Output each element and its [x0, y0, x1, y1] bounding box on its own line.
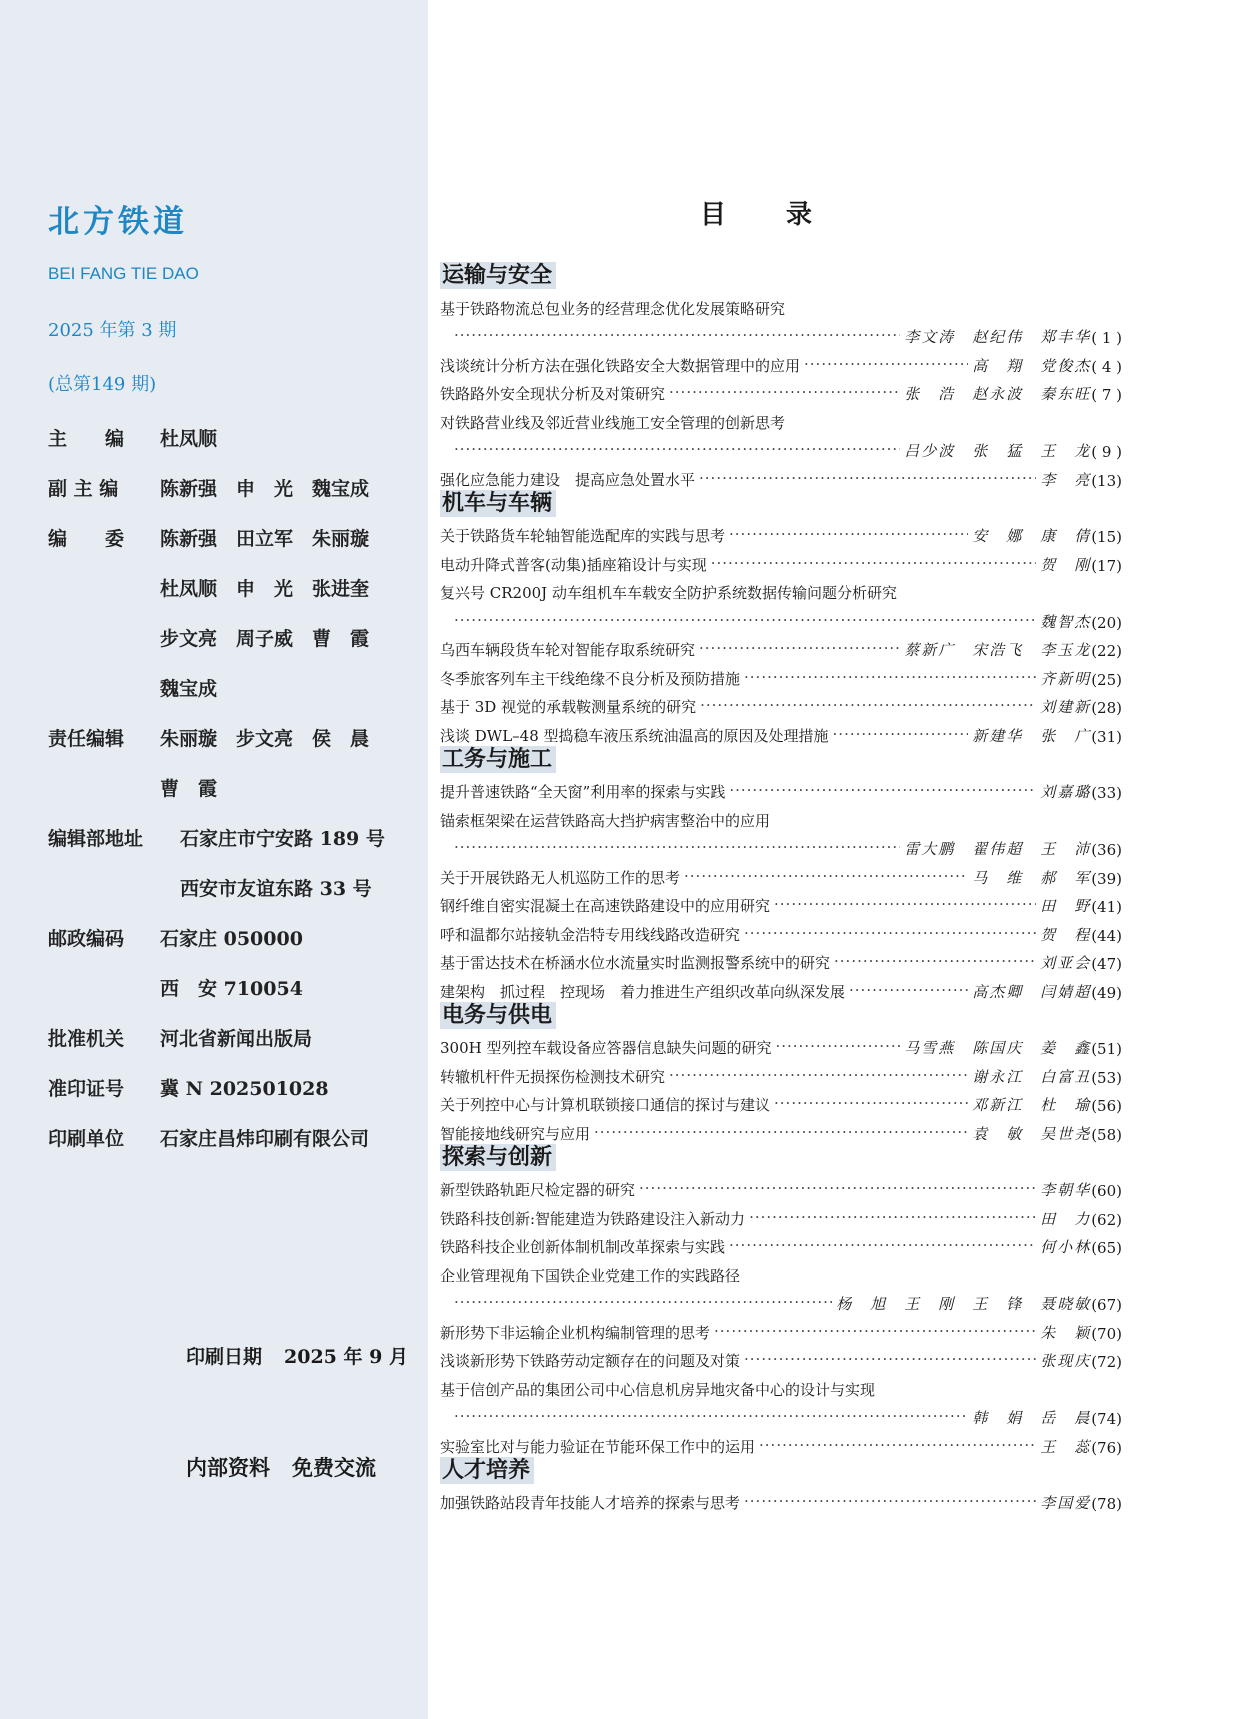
toc-entry-page: (13) — [1091, 471, 1122, 490]
toc-entry-page: ( 9 ) — [1091, 443, 1122, 461]
toc-entry[interactable] — [440, 1058, 1122, 1087]
toc-entry[interactable] — [440, 575, 1122, 604]
toc-leader-dots — [454, 326, 900, 344]
toc-entry[interactable] — [440, 973, 1122, 1002]
toc-entry-authors: 高杰卿 闫婧超 — [972, 982, 1092, 1001]
toc-entry[interactable] — [440, 689, 1122, 718]
toc-entry-page: (72) — [1091, 1353, 1122, 1371]
toc-entry-page: (67) — [1091, 1296, 1122, 1314]
internal-note-a: 内部资料 — [186, 1455, 270, 1480]
masthead-label: 印刷单位 — [48, 1128, 125, 1150]
toc-entry[interactable] — [440, 1115, 1122, 1144]
journal-pinyin: BEI FANG TIE DAO — [48, 264, 199, 283]
toc-entry-title: 基于信创产品的集团公司中心信息机房异地灾备中心的设计与实现 — [440, 1380, 876, 1399]
toc-entry-authors: 贺 刚 — [1040, 555, 1092, 574]
toc-entry-authors: 张现庆 — [1040, 1352, 1092, 1370]
toc-entry-page: (49) — [1091, 983, 1122, 1002]
masthead-row — [48, 574, 369, 601]
masthead-row — [48, 974, 303, 1001]
toc-entry-authors: 李朝华 — [1040, 1181, 1092, 1199]
masthead-label: 批准机关 — [48, 1028, 125, 1050]
toc-entry[interactable] — [440, 376, 1122, 405]
toc-leader-dots — [714, 1322, 1036, 1340]
toc-entry-authors: 何小林 — [1040, 1238, 1092, 1256]
toc-entry-title: 冬季旅客列车主干线绝缘不良分析及预防措施 — [440, 669, 741, 688]
toc-entry-authors: 马 维 郝 军 — [972, 868, 1092, 887]
toc-entry-authors: 李文涛 赵纪伟 郑丰华 — [904, 328, 1092, 346]
toc-entry[interactable] — [440, 717, 1122, 746]
masthead-row — [48, 1124, 369, 1151]
toc-entry[interactable] — [440, 347, 1122, 376]
toc-entry-page: (41) — [1091, 898, 1122, 916]
toc-leader-dots — [700, 696, 1036, 714]
toc-entry-authors: 刘嘉璐 — [1040, 783, 1092, 801]
masthead-label: 编辑部地址 — [48, 828, 144, 850]
toc-entry-page: (51) — [1091, 1040, 1122, 1058]
toc-entry-continuation[interactable] — [440, 319, 1122, 348]
toc-entry[interactable] — [440, 1087, 1122, 1116]
toc-leader-dots — [684, 867, 968, 885]
toc-entry[interactable] — [440, 1172, 1122, 1201]
toc-entry-continuation[interactable] — [440, 1400, 1122, 1429]
masthead-value: 冀 N 202501028 — [160, 1078, 329, 1100]
toc-leader-dots — [699, 469, 1036, 487]
masthead-row — [48, 1074, 329, 1101]
masthead-value: 石家庄昌炜印刷有限公司 — [160, 1128, 370, 1150]
masthead-value: 西安市友谊东路 33 号 — [180, 878, 372, 900]
toc-leader-dots — [744, 1492, 1036, 1510]
toc-entry-title: 呼和温都尔站接轨金浩特专用线线路改造研究 — [440, 925, 741, 944]
toc-entry-authors: 田 力 — [1040, 1209, 1092, 1228]
toc-entry-page: (78) — [1091, 1495, 1122, 1513]
toc-entry-authors: 袁 敏 吴世尧 — [972, 1124, 1092, 1143]
toc-leader-dots — [775, 1037, 900, 1055]
toc-entry-page: (60) — [1091, 1182, 1122, 1200]
toc-entry-page: (17) — [1091, 556, 1122, 575]
toc-leader-dots — [834, 952, 1036, 970]
toc-leader-dots — [749, 1208, 1036, 1226]
toc-entry-page: (58) — [1091, 1125, 1122, 1144]
toc-entry-title: 浅谈新形势下铁路劳动定额存在的问题及对策 — [440, 1352, 741, 1370]
toc-section-heading: 机车与车辆 — [440, 490, 556, 517]
masthead-row — [48, 924, 303, 951]
toc-entry[interactable] — [440, 1229, 1122, 1258]
masthead-label: 责任编辑 — [48, 728, 125, 750]
toc-entry-continuation[interactable] — [440, 433, 1122, 462]
toc-entry[interactable] — [440, 1257, 1122, 1286]
journal-brand: 北方铁道 — [48, 204, 188, 240]
masthead-label: 邮政编码 — [48, 928, 125, 950]
toc-entry-authors: 李国爱 — [1040, 1494, 1092, 1512]
toc-leader-dots — [744, 924, 1036, 942]
table-of-contents — [440, 262, 1122, 1513]
toc-entry-authors: 张 浩 赵永波 秦东旺 — [904, 385, 1092, 403]
masthead-row — [48, 874, 372, 901]
toc-entry-authors: 新建华 张 广 — [972, 726, 1092, 745]
toc-entry-page: ( 7 ) — [1091, 386, 1122, 404]
toc-leader-dots — [744, 668, 1036, 686]
toc-entry-title: 企业管理视角下国铁企业党建工作的实践路径 — [440, 1266, 741, 1285]
toc-entry[interactable] — [440, 1485, 1122, 1514]
toc-entry-page: ( 1 ) — [1091, 329, 1122, 347]
masthead-value: 魏宝成 — [160, 678, 218, 700]
toc-entry-authors: 吕少波 张 猛 王 龙 — [904, 442, 1092, 460]
toc-leader-dots — [804, 355, 968, 373]
toc-entry-title: 新形势下非运输企业机构编制管理的思考 — [440, 1323, 711, 1342]
toc-entry-page: (62) — [1091, 1210, 1122, 1229]
toc-leader-dots — [833, 725, 969, 743]
masthead-value: 步文亮 周子威 曹 霞 — [160, 628, 370, 650]
masthead-row — [48, 624, 369, 651]
toc-entry-title: 乌西车辆段货车轮对智能存取系统研究 — [440, 641, 696, 659]
masthead-row — [48, 524, 369, 551]
toc-entry[interactable] — [440, 802, 1122, 831]
toc-leader-dots — [454, 1293, 832, 1311]
toc-entry-title: 铁路路外安全现状分析及对策研究 — [440, 385, 666, 403]
toc-leader-dots — [639, 1179, 1036, 1197]
toc-entry[interactable] — [440, 888, 1122, 917]
toc-section-heading: 人才培养 — [440, 1457, 534, 1484]
toc-entry[interactable] — [440, 1030, 1122, 1059]
toc-entry-title: 强化应急能力建设 提高应急处置水平 — [440, 470, 696, 489]
toc-leader-dots — [454, 440, 900, 458]
toc-entry-title: 复兴号 CR200J 动车组机车车载安全防护系统数据传输问题分析研究 — [440, 584, 897, 602]
toc-entry-authors: 高 翔 党俊杰 — [972, 356, 1092, 375]
toc-entry-authors: 李 亮 — [1040, 470, 1092, 489]
toc-leader-dots — [729, 525, 968, 543]
masthead-row — [48, 774, 217, 801]
print-date-value: 2025 年 9 月 — [284, 1346, 408, 1368]
toc-entry[interactable] — [440, 632, 1122, 661]
toc-entry[interactable] — [440, 945, 1122, 974]
toc-entry-page: (22) — [1091, 642, 1122, 660]
total-issue: (总第149 期) — [48, 374, 157, 395]
toc-entry-title: 转辙机杆件无损探伤检测技术研究 — [440, 1067, 666, 1086]
toc-entry-page: (65) — [1091, 1239, 1122, 1257]
toc-entry-page: (53) — [1091, 1068, 1122, 1087]
masthead-label: 编 委 — [48, 528, 125, 550]
toc-entry-title: 关于铁路货车轮轴智能选配库的实践与思考 — [440, 527, 726, 545]
toc-entry[interactable] — [440, 461, 1122, 490]
toc-entry-page: (20) — [1091, 613, 1122, 632]
toc-leader-dots — [729, 781, 1036, 799]
toc-entry-title: 浅谈统计分析方法在强化铁路安全大数据管理中的应用 — [440, 356, 801, 375]
toc-entry-title: 铁路科技企业创新体制机制改革探索与实践 — [440, 1238, 726, 1256]
toc-entry[interactable] — [440, 404, 1122, 433]
toc-section-heading: 工务与施工 — [440, 746, 556, 773]
toc-entry-title: 300H 型列控车载设备应答器信息缺失问题的研究 — [440, 1039, 772, 1057]
toc-entry-authors: 马雪燕 陈国庆 姜 鑫 — [904, 1039, 1092, 1057]
toc-entry-page: (44) — [1091, 926, 1122, 945]
masthead-value: 朱丽璇 步文亮 侯 晨 — [160, 728, 370, 750]
toc-leader-dots — [669, 1066, 968, 1084]
toc-entry-page: (25) — [1091, 670, 1122, 689]
masthead-row — [48, 724, 369, 751]
masthead-row — [48, 824, 385, 851]
masthead-value: 石家庄 050000 — [160, 928, 303, 950]
toc-entry[interactable] — [440, 518, 1122, 547]
toc-entry[interactable] — [440, 290, 1122, 319]
masthead-value: 杜凤顺 — [160, 428, 218, 450]
toc-entry-title: 新型铁路轨距尺检定器的研究 — [440, 1181, 636, 1199]
toc-entry-title: 基于 3D 视觉的承载鞍测量系统的研究 — [440, 698, 697, 716]
toc-entry-authors: 蔡新广 宋浩飞 李玉龙 — [904, 641, 1092, 659]
toc-entry[interactable] — [440, 1343, 1122, 1372]
masthead-value: 杜凤顺 申 光 张进奎 — [160, 578, 370, 600]
masthead-row — [48, 1024, 312, 1051]
toc-leader-dots — [454, 1407, 968, 1425]
masthead-value: 河北省新闻出版局 — [160, 1028, 313, 1050]
toc-entry-page: (39) — [1091, 869, 1122, 888]
toc-entry-title: 铁路科技创新:智能建造为铁路建设注入新动力 — [440, 1209, 746, 1228]
toc-entry-title: 实验室比对与能力验证在节能环保工作中的运用 — [440, 1437, 756, 1456]
toc-entry-page: (31) — [1091, 727, 1122, 746]
toc-entry[interactable] — [440, 774, 1122, 803]
toc-entry[interactable] — [440, 1428, 1122, 1457]
toc-leader-dots — [774, 1094, 968, 1112]
toc-leader-dots — [729, 1236, 1036, 1254]
masthead-value: 陈新强 申 光 魏宝成 — [160, 478, 370, 500]
toc-entry-page: (28) — [1091, 699, 1122, 717]
toc-entry-page: (56) — [1091, 1097, 1122, 1115]
toc-entry-title: 关于开展铁路无人机巡防工作的思考 — [440, 868, 681, 887]
toc-entry-title: 基于雷达技术在桥涵水位水流量实时监测报警系统中的研究 — [440, 954, 831, 972]
toc-entry-title: 智能接地线研究与应用 — [440, 1124, 591, 1143]
toc-entry-authors: 刘亚会 — [1040, 954, 1092, 972]
issue-number: 2025 年第 3 期 — [48, 320, 177, 341]
toc-entry[interactable] — [440, 1200, 1122, 1229]
masthead-label: 副 主 编 — [48, 478, 119, 500]
toc-entry-title: 加强铁路站段青年技能人才培养的探索与思考 — [440, 1494, 741, 1512]
toc-leader-dots — [711, 554, 1036, 572]
toc-entry[interactable] — [440, 1371, 1122, 1400]
internal-note-b: 免费交流 — [292, 1455, 376, 1480]
toc-entry[interactable] — [440, 546, 1122, 575]
masthead-row — [48, 424, 217, 451]
toc-entry-authors: 刘建新 — [1040, 698, 1092, 716]
toc-entry[interactable] — [440, 916, 1122, 945]
toc-entry-authors: 邓新江 杜 瑜 — [972, 1096, 1092, 1114]
toc-entry-authors: 朱 颖 — [1040, 1323, 1092, 1342]
toc-entry-page: (74) — [1091, 1410, 1122, 1428]
toc-section-heading: 探索与创新 — [440, 1144, 556, 1171]
masthead-value: 陈新强 田立军 朱丽璇 — [160, 528, 370, 550]
toc-entry[interactable] — [440, 660, 1122, 689]
toc-entry-title: 电动升降式普客(动集)插座箱设计与实现 — [440, 555, 707, 574]
toc-entry-authors: 谢永江 白富丑 — [972, 1067, 1092, 1086]
toc-leader-dots — [454, 838, 900, 856]
print-date — [186, 1342, 408, 1369]
toc-entry-title: 关于列控中心与计算机联锁接口通信的探讨与建议 — [440, 1096, 771, 1114]
toc-entry-authors: 田 野 — [1040, 897, 1092, 915]
print-date-label: 印刷日期 — [186, 1346, 263, 1368]
masthead-label: 主 编 — [48, 428, 125, 450]
masthead-value: 曹 霞 — [160, 778, 218, 800]
toc-entry-page: ( 4 ) — [1091, 357, 1122, 376]
toc-entry-title: 建架构 抓过程 控现场 着力推进生产组织改革向纵深发展 — [440, 982, 846, 1001]
toc-leader-dots — [774, 895, 1036, 913]
toc-entry-page: (15) — [1091, 528, 1122, 546]
toc-entry-authors: 雷大鹏 翟伟超 王 沛 — [904, 840, 1092, 858]
toc-leader-dots — [594, 1123, 968, 1141]
toc-entry-page: (76) — [1091, 1438, 1122, 1457]
toc-entry-title: 浅谈 DWL–48 型捣稳车液压系统油温高的原因及处理措施 — [440, 726, 829, 745]
toc-entry-continuation[interactable] — [440, 831, 1122, 860]
toc-entry-page: (36) — [1091, 841, 1122, 859]
toc-entry-page: (33) — [1091, 784, 1122, 802]
toc-entry-authors: 齐新明 — [1040, 669, 1092, 688]
toc-leader-dots — [699, 639, 900, 657]
toc-entry-page: (47) — [1091, 955, 1122, 973]
toc-leader-dots — [744, 1350, 1036, 1368]
toc-entry-title: 钢纤维自密实混凝土在高速铁路建设中的应用研究 — [440, 897, 771, 915]
masthead-label: 准印证号 — [48, 1078, 125, 1100]
toc-leader-dots — [669, 383, 900, 401]
toc-entry-authors: 贺 程 — [1040, 925, 1092, 944]
toc-entry[interactable] — [440, 1314, 1122, 1343]
toc-entry-authors: 杨 旭 王 刚 王 锋 聂晓敏 — [836, 1295, 1092, 1313]
toc-entry-page: (70) — [1091, 1324, 1122, 1343]
internal-note — [186, 1452, 376, 1482]
toc-entry-authors: 韩 娟 岳 晨 — [972, 1409, 1092, 1427]
masthead-row — [48, 674, 217, 701]
toc-section-heading: 运输与安全 — [440, 262, 556, 289]
toc-entry[interactable] — [440, 859, 1122, 888]
masthead-value: 西 安 710054 — [160, 978, 303, 1000]
toc-entry-authors: 安 娜 康 倩 — [972, 527, 1092, 545]
toc-entry-authors: 魏智杰 — [1040, 612, 1092, 631]
toc-entry-title: 基于铁路物流总包业务的经营理念优化发展策略研究 — [440, 299, 786, 318]
toc-leader-dots — [454, 611, 1036, 629]
toc-entry-continuation[interactable] — [440, 1286, 1122, 1315]
toc-entry-title: 对铁路营业线及邻近营业线施工安全管理的创新思考 — [440, 413, 786, 432]
masthead-row — [48, 474, 369, 501]
toc-leader-dots — [849, 981, 968, 999]
toc-entry-title: 锚索框架梁在运营铁路高大挡护病害整治中的应用 — [440, 811, 771, 830]
toc-section-heading: 电务与供电 — [440, 1002, 556, 1029]
toc-entry-authors: 王 蕊 — [1040, 1437, 1092, 1456]
toc-title: 目录 — [700, 200, 873, 230]
toc-entry-title: 提升普速铁路“全天窗”利用率的探索与实践 — [440, 783, 726, 801]
masthead-value: 石家庄市宁安路 189 号 — [180, 828, 385, 850]
toc-leader-dots — [759, 1436, 1036, 1454]
toc-entry-continuation[interactable] — [440, 603, 1122, 632]
